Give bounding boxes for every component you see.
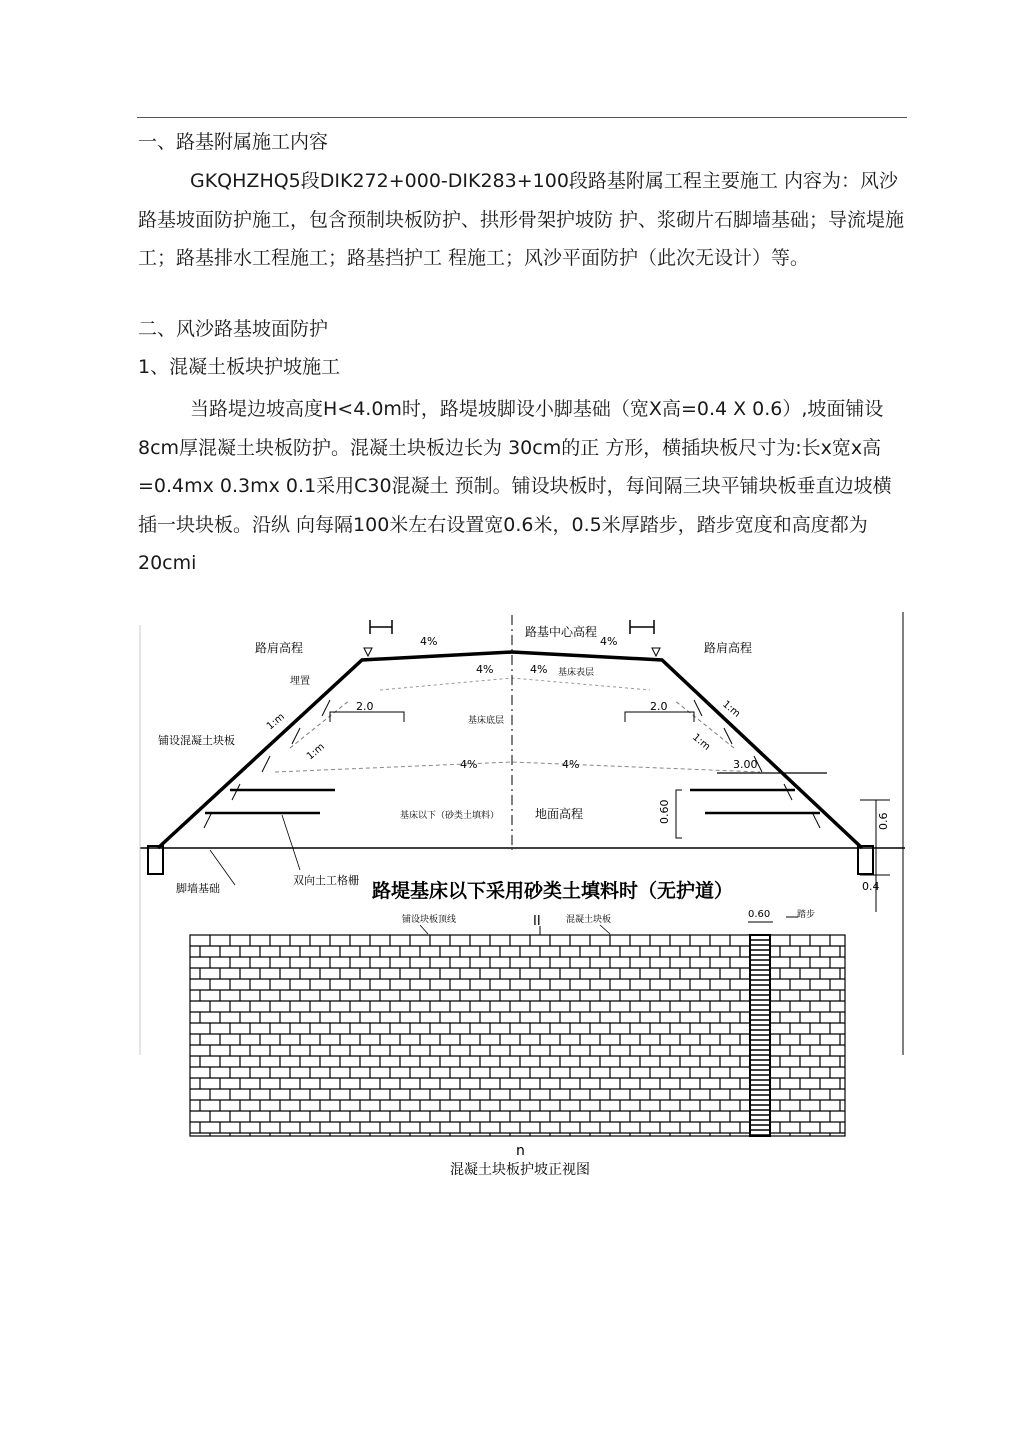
paragraph-concrete-plate: 当路堤边坡高度H<4.0m时，路堤坡脚设小脚基础（宽X高=0.4 X 0.6）,坡面铺设8cm厚混凝土块板防护。混凝土块板边长为 30cm的正 方形，横插块板尺寸为:长x宽x高=0.4mx 0.3mx 0.1采用C30混凝土 预制。铺设块板时，每间隔三块平铺块板垂直边坡横插一块块板。沿纵 向每隔100米左右设置宽0.6米，0.5米厚踏步，踏步宽度和高度都为 20cmi xyxy=(138,398,892,574)
figure-caption: 混凝土块板护坡正视图 xyxy=(450,1162,590,1178)
dim-060-text: 0.60 xyxy=(658,799,671,824)
slope-4pct-6: 4% xyxy=(562,758,580,771)
bed-bottom-line xyxy=(275,762,760,772)
embankment-outline xyxy=(158,652,862,848)
slope-4pct-2: 4% xyxy=(600,635,618,648)
slope-ratio-right-2: 1:m xyxy=(690,731,713,753)
section-mark-bottom: n xyxy=(516,1143,525,1159)
plan-leader-left xyxy=(420,925,428,934)
elev-mark-left xyxy=(364,648,372,656)
label-bed-bottom: 基床底层 xyxy=(468,716,505,726)
plan-label-left: 铺设块板顶线 xyxy=(402,915,457,925)
label-ground-elevation: 地面高程 xyxy=(535,807,584,821)
slope-ratio-left-2: 1:m xyxy=(304,741,327,763)
label-below-bed: 基床以下（砂类土填料） xyxy=(400,811,500,821)
slope-ratio-right-1: 1:m xyxy=(720,698,743,720)
slope-ratio-left-1: 1:m xyxy=(264,711,287,733)
dim-06-text: 0.6 xyxy=(877,812,890,830)
dim-2-0-right-text: 2.0 xyxy=(650,700,668,713)
label-shoulder-right: 路肩高程 xyxy=(704,641,753,655)
dim-300-text: 3.00 xyxy=(733,758,758,771)
plan-dim-step: 0.60 xyxy=(748,909,771,920)
slope-4pct-5: 4% xyxy=(460,758,478,771)
label-foot-wall: 脚墙基础 xyxy=(176,882,220,895)
section-mark-top: II xyxy=(533,914,541,929)
label-bed-surface: 基床表层 xyxy=(558,668,595,678)
brick-wall-border xyxy=(190,935,845,1136)
slope-4pct-4: 4% xyxy=(530,663,548,676)
slope-protection-figure xyxy=(0,600,1024,1200)
slope-4pct-3: 4% xyxy=(476,663,494,676)
plan-leader-mid xyxy=(600,925,610,934)
heading-section-1: 一、路基附属施工内容 xyxy=(138,131,329,153)
label-embed: 埋置 xyxy=(290,676,310,687)
label-plate: 铺设混凝土块板 xyxy=(158,734,235,747)
heading-section-2: 二、风沙路基坡面防护 xyxy=(138,318,329,340)
label-center-elevation: 路基中心高程 xyxy=(525,625,598,639)
elev-mark-right xyxy=(652,648,660,656)
paragraph-scope: GKQHZHQ5段DIK272+000-DIK283+100段路基附属工程主要施工 内容为：风沙路基坡面防护施工，包含预制块板防护、拱形骨架护坡防 护、浆砌片石脚墙基础；导流堤施工；路基排水工程施工；路基挡护工 程施工；风沙平面防护（此次无设计）等。 xyxy=(138,170,905,269)
bed-surface-line xyxy=(380,678,650,690)
dim-2-0-left-text: 2.0 xyxy=(356,700,374,713)
foot-wall-right xyxy=(858,846,873,874)
plan-label-mid: 混凝土块板 xyxy=(566,915,612,925)
label-shoulder-left: 路肩高程 xyxy=(255,641,304,655)
cross-plates-left xyxy=(204,700,330,828)
dim-060-bracket xyxy=(676,790,682,838)
inner-slope-left xyxy=(290,700,350,748)
figure-title: 路堤基床以下采用砂类土填料时（无护道） xyxy=(372,880,734,902)
plan-label-step: 踏步 xyxy=(797,910,816,920)
slope-4pct-1: 4% xyxy=(420,635,438,648)
header-rule xyxy=(137,117,907,118)
dim-04-text: 0.4 xyxy=(862,880,880,893)
label-geogrid: 双向土工格栅 xyxy=(293,874,359,887)
leader-foot xyxy=(210,850,235,885)
leader-geogrid xyxy=(282,815,300,870)
dim-2-0-left xyxy=(330,712,404,722)
dim-2-0-right xyxy=(625,712,694,722)
heading-subsection-1: 1、混凝土板块护坡施工 xyxy=(138,356,341,378)
brick-wall-plan xyxy=(190,935,845,1136)
foot-wall-left xyxy=(148,846,163,874)
